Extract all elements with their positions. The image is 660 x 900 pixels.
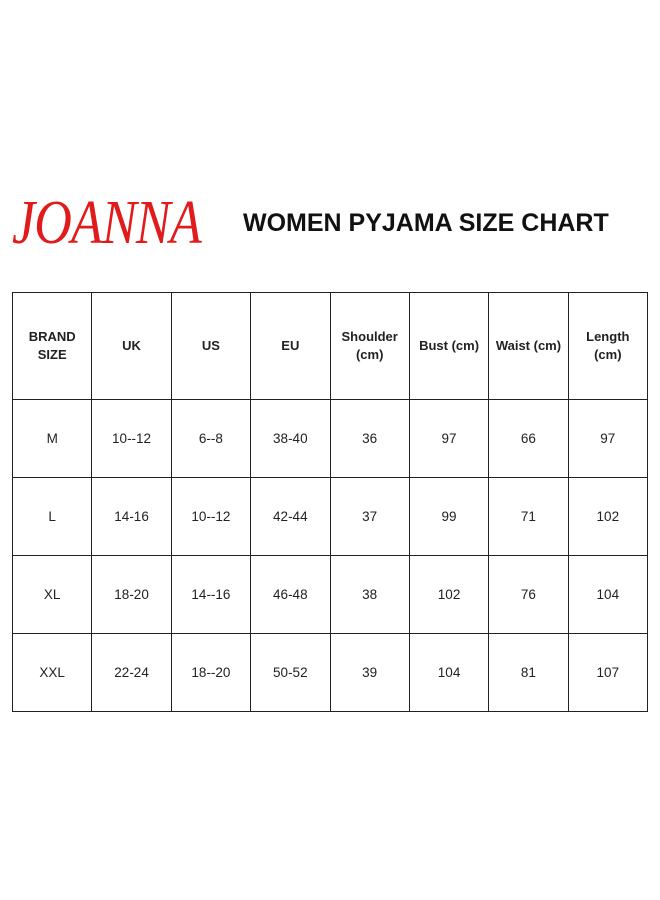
table-cell: 38-40 bbox=[251, 400, 330, 478]
table-cell: 18--20 bbox=[171, 634, 250, 712]
table-cell: XL bbox=[13, 556, 92, 634]
table-cell: 102 bbox=[568, 478, 647, 556]
table-row bbox=[13, 634, 648, 712]
table-cell: 36 bbox=[330, 400, 409, 478]
table-header-row bbox=[13, 293, 648, 400]
page-title: WOMEN PYJAMA SIZE CHART bbox=[243, 209, 609, 237]
table-cell: M bbox=[13, 400, 92, 478]
table-cell: 102 bbox=[409, 556, 488, 634]
column-header-brand-size: BRAND SIZE bbox=[13, 293, 92, 400]
table-cell: 6--8 bbox=[171, 400, 250, 478]
column-header-waist: Waist (cm) bbox=[489, 293, 568, 400]
column-header-shoulder: Shoulder (cm) bbox=[330, 293, 409, 400]
table-cell: 37 bbox=[330, 478, 409, 556]
table-cell: 71 bbox=[489, 478, 568, 556]
table-cell: L bbox=[13, 478, 92, 556]
table-cell: 104 bbox=[409, 634, 488, 712]
table-cell: 39 bbox=[330, 634, 409, 712]
table-cell: 99 bbox=[409, 478, 488, 556]
table-cell: 18-20 bbox=[92, 556, 171, 634]
table-cell: 46-48 bbox=[251, 556, 330, 634]
table-cell: 38 bbox=[330, 556, 409, 634]
column-header-uk: UK bbox=[92, 293, 171, 400]
table-row bbox=[13, 556, 648, 634]
column-header-us: US bbox=[171, 293, 250, 400]
table-cell: 66 bbox=[489, 400, 568, 478]
table-cell: 10--12 bbox=[171, 478, 250, 556]
table-cell: 97 bbox=[409, 400, 488, 478]
table-cell: 22-24 bbox=[92, 634, 171, 712]
size-chart-table bbox=[12, 292, 648, 712]
column-header-eu: EU bbox=[251, 293, 330, 400]
column-header-length: Length (cm) bbox=[568, 293, 647, 400]
table-row bbox=[13, 478, 648, 556]
table-cell: 97 bbox=[568, 400, 647, 478]
table-cell: XXL bbox=[13, 634, 92, 712]
table-cell: 14--16 bbox=[171, 556, 250, 634]
table-row bbox=[13, 400, 648, 478]
table-cell: 42-44 bbox=[251, 478, 330, 556]
table-cell: 76 bbox=[489, 556, 568, 634]
table-cell: 14-16 bbox=[92, 478, 171, 556]
table-cell: 107 bbox=[568, 634, 647, 712]
table-cell: 104 bbox=[568, 556, 647, 634]
table-cell: 81 bbox=[489, 634, 568, 712]
table-cell: 50-52 bbox=[251, 634, 330, 712]
brand-logo: JOANNA bbox=[12, 189, 201, 257]
column-header-bust: Bust (cm) bbox=[409, 293, 488, 400]
table-cell: 10--12 bbox=[92, 400, 171, 478]
